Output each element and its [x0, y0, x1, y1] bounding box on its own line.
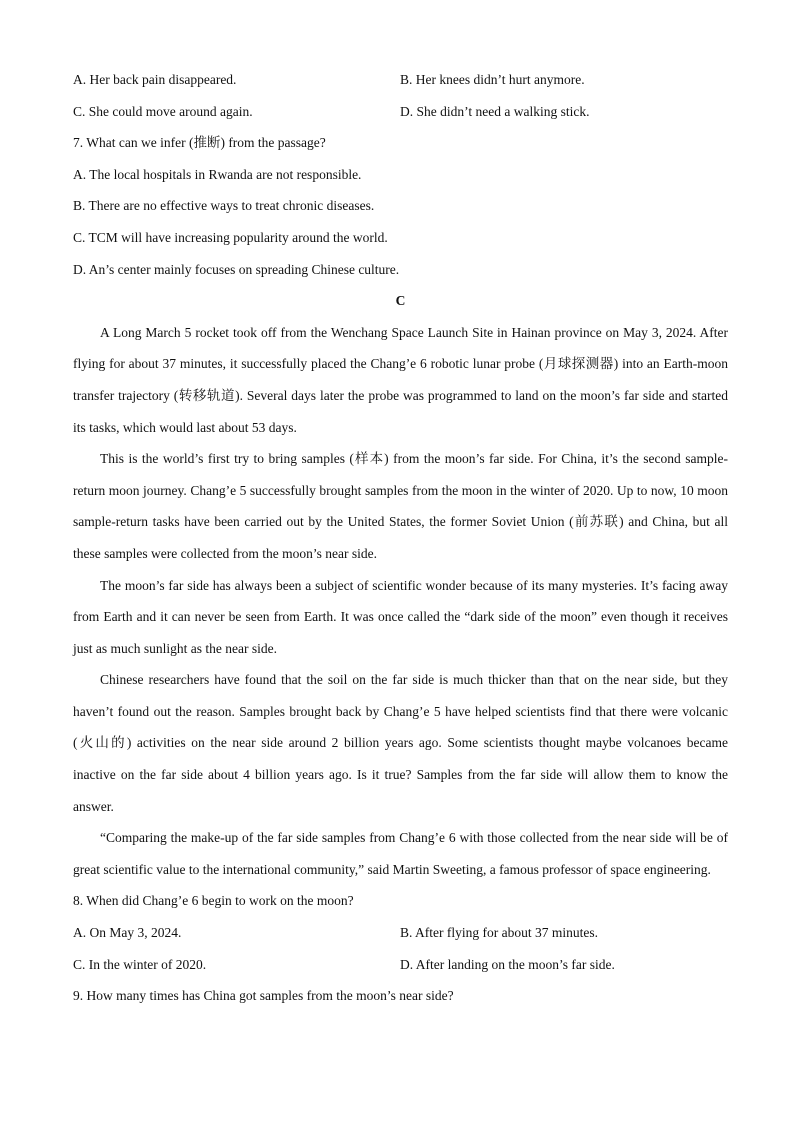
- passage-paragraph-5: “Comparing the make-up of the far side samples from Chang’e 6 with those collected from the near side will be of great scientific value to the international community,” said Martin Sweeting, a famous professor of space engineering.: [73, 830, 728, 877]
- q7-option-c: C. TCM will have increasing popularity around the world.: [73, 229, 388, 245]
- q7-question: 7. What can we infer (推断) from the passage?: [73, 135, 326, 151]
- q8-option-b: B. After flying for about 37 minutes.: [400, 925, 598, 941]
- q7-option-a: A. The local hospitals in Rwanda are not responsible.: [73, 166, 362, 182]
- q6-option-d: D. She didn’t need a walking stick.: [400, 103, 590, 119]
- q8-option-d: D. After landing on the moon’s far side.: [400, 956, 615, 972]
- q8-option-a: A. On May 3, 2024.: [73, 925, 182, 941]
- q8-question: 8. When did Chang’e 6 begin to work on the moon?: [73, 893, 354, 909]
- q8-option-c: C. In the winter of 2020.: [73, 956, 207, 972]
- section-c-title: C: [395, 293, 406, 309]
- exam-page: [73, 64, 728, 1012]
- passage-paragraph-1: A Long March 5 rocket took off from the Wenchang Space Launch Site in Hainan province on May 3, 2024. After flying for about 37 minutes, it successfully placed the Chang’e 6 robotic lunar probe (月球探测器) into an Earth-moon transfer trajectory (转移轨道). Several days later the probe was programmed to land on the moon’s far side and started its tasks, which would last about 53 days.: [73, 324, 728, 435]
- q6-option-b: B. Her knees didn’t hurt anymore.: [400, 72, 585, 87]
- q6-options-row-2: [73, 96, 728, 128]
- q8-options-row-2: [73, 949, 728, 981]
- passage-paragraph-3: The moon’s far side has always been a subject of scientific wonder because of its many mysteries. It’s facing away from Earth and it can never be seen from Earth. It was once called the “dark side of the moon” even though it receives just as much sunlight as the near side.: [73, 577, 728, 656]
- q7-option-d: D. An’s center mainly focuses on spreading Chinese culture.: [73, 261, 400, 277]
- q6-option-c: C. She could move around again.: [73, 103, 253, 119]
- q7-option-b: B. There are no effective ways to treat chronic diseases.: [73, 198, 375, 214]
- q6-option-a: A. Her back pain disappeared.: [73, 72, 237, 87]
- passage-paragraph-4: Chinese researchers have found that the soil on the far side is much thicker than that on the near side, but they haven’t found out the reason. Samples brought back by Chang’e 5 have helped scientists find that there were volcanic (火山的) activities on the near side around 2 billion years ago. Some scientists thought maybe volcanoes became inactive on the far side about 4 billion years ago. Is it true? Samples from the far side will allow them to know the answer.: [73, 672, 728, 814]
- passage-paragraph-2: This is the world’s first try to bring samples (样本) from the moon’s far side. For China, it’s the second sample-return moon journey. Chang’e 5 successfully brought samples from the moon in the winter of 2020. Up to now, 10 moon sample-return tasks have been carried out by the United States, the former Soviet Union (前苏联) and China, but all these samples were collected from the moon’s near side.: [73, 451, 728, 561]
- q9-question: 9. How many times has China got samples from the moon’s near side?: [73, 988, 454, 1004]
- q8-options-row-1: [73, 917, 728, 949]
- q6-options-row-1: [73, 64, 728, 96]
